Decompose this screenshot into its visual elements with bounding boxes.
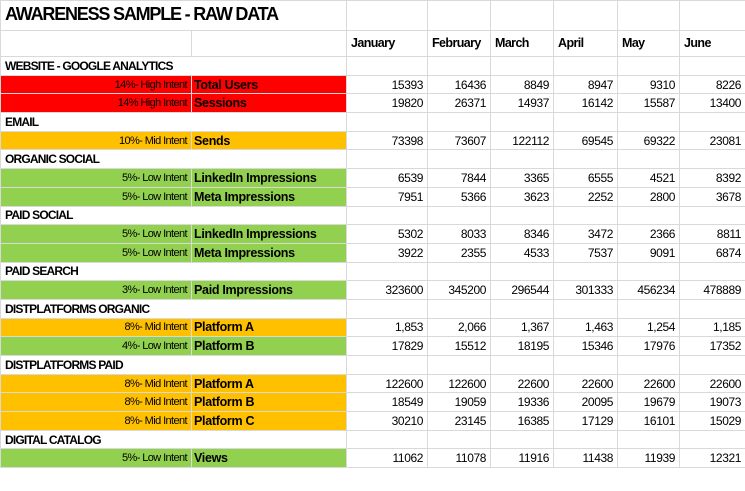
- value-cell-march[interactable]: 3623: [491, 187, 554, 206]
- cell[interactable]: [428, 150, 491, 169]
- cell[interactable]: [554, 113, 618, 132]
- intent-cell[interactable]: 8%- Mid Intent: [1, 318, 192, 337]
- section-row: [1, 262, 745, 281]
- cell[interactable]: [491, 150, 554, 169]
- cell[interactable]: [428, 113, 491, 132]
- metric-cell[interactable]: LinkedIn Impressions: [192, 225, 347, 244]
- cell[interactable]: [680, 299, 745, 318]
- value-cell-march[interactable]: 122112: [491, 131, 554, 150]
- value-cell-april[interactable]: 22600: [554, 374, 618, 393]
- month-header-january[interactable]: January: [347, 31, 428, 57]
- cell[interactable]: [347, 299, 428, 318]
- value-cell-june[interactable]: 8392: [680, 169, 745, 188]
- metric-cell[interactable]: Meta Impressions: [192, 187, 347, 206]
- cell[interactable]: [554, 262, 618, 281]
- value-cell-may[interactable]: 9310: [618, 75, 680, 94]
- cell[interactable]: [491, 430, 554, 449]
- value-cell-march[interactable]: 4533: [491, 243, 554, 262]
- data-row: [1, 337, 745, 356]
- intent-cell[interactable]: 5%- Low Intent: [1, 169, 192, 188]
- month-header-june[interactable]: June: [680, 31, 745, 57]
- data-row: [1, 243, 745, 262]
- month-header-row: [1, 31, 745, 57]
- cell[interactable]: [428, 262, 491, 281]
- cell[interactable]: [680, 206, 745, 225]
- section-row: [1, 430, 745, 449]
- value-cell-january[interactable]: 19820: [347, 94, 428, 113]
- value-cell-june[interactable]: 15029: [680, 412, 745, 431]
- value-cell-january[interactable]: 18549: [347, 393, 428, 412]
- value-cell-june[interactable]: 17352: [680, 337, 745, 356]
- cell[interactable]: [680, 262, 745, 281]
- section-label[interactable]: DISTPLATFORMS ORGANIC: [1, 299, 347, 318]
- value-cell-february[interactable]: 7844: [428, 169, 491, 188]
- cell[interactable]: [428, 430, 491, 449]
- cell[interactable]: [347, 1, 428, 31]
- value-cell-may[interactable]: 69322: [618, 131, 680, 150]
- section-label[interactable]: DIGITAL CATALOG: [1, 430, 347, 449]
- value-cell-march[interactable]: 22600: [491, 374, 554, 393]
- cell[interactable]: [491, 262, 554, 281]
- value-cell-april[interactable]: 16142: [554, 94, 618, 113]
- section-row: [1, 299, 745, 318]
- cell[interactable]: [347, 206, 428, 225]
- value-cell-march[interactable]: 14937: [491, 94, 554, 113]
- value-cell-april[interactable]: 2252: [554, 187, 618, 206]
- value-cell-january[interactable]: 11062: [347, 449, 428, 468]
- metric-cell[interactable]: Sessions: [192, 94, 347, 113]
- value-cell-may[interactable]: 4521: [618, 169, 680, 188]
- value-cell-february[interactable]: 15512: [428, 337, 491, 356]
- cell[interactable]: [347, 262, 428, 281]
- cell[interactable]: [554, 1, 618, 31]
- value-cell-march[interactable]: 8849: [491, 75, 554, 94]
- value-cell-june[interactable]: 8811: [680, 225, 745, 244]
- section-label[interactable]: PAID SOCIAL: [1, 206, 347, 225]
- section-label[interactable]: ORGANIC SOCIAL: [1, 150, 347, 169]
- cell[interactable]: [491, 206, 554, 225]
- value-cell-march[interactable]: 8346: [491, 225, 554, 244]
- value-cell-april[interactable]: 15346: [554, 337, 618, 356]
- value-cell-april[interactable]: 69545: [554, 131, 618, 150]
- section-label[interactable]: WEBSITE - GOOGLE ANALYTICS: [1, 57, 347, 76]
- data-row: [1, 412, 745, 431]
- data-row: [1, 449, 745, 468]
- intent-cell[interactable]: 14%- High Intent: [1, 75, 192, 94]
- value-cell-april[interactable]: 17129: [554, 412, 618, 431]
- intent-cell[interactable]: 8%- Mid Intent: [1, 393, 192, 412]
- value-cell-may[interactable]: 22600: [618, 374, 680, 393]
- value-cell-april[interactable]: 8947: [554, 75, 618, 94]
- intent-cell[interactable]: 5%- Low Intent: [1, 187, 192, 206]
- cell[interactable]: [680, 113, 745, 132]
- cell[interactable]: [428, 57, 491, 76]
- section-row: [1, 150, 745, 169]
- cell[interactable]: [680, 356, 745, 375]
- cell[interactable]: [428, 206, 491, 225]
- section-label[interactable]: PAID SEARCH: [1, 262, 347, 281]
- value-cell-may[interactable]: 9091: [618, 243, 680, 262]
- cell[interactable]: [347, 430, 428, 449]
- cell[interactable]: [491, 1, 554, 31]
- value-cell-april[interactable]: 11438: [554, 449, 618, 468]
- value-cell-may[interactable]: 456234: [618, 281, 680, 300]
- metric-cell[interactable]: Platform B: [192, 393, 347, 412]
- value-cell-february[interactable]: 2355: [428, 243, 491, 262]
- metric-cell[interactable]: LinkedIn Impressions: [192, 169, 347, 188]
- cell[interactable]: [491, 113, 554, 132]
- cell[interactable]: [428, 1, 491, 31]
- value-cell-february[interactable]: 19059: [428, 393, 491, 412]
- value-cell-may[interactable]: 11939: [618, 449, 680, 468]
- data-row: [1, 75, 745, 94]
- value-cell-may[interactable]: 17976: [618, 337, 680, 356]
- cell[interactable]: [618, 430, 680, 449]
- cell[interactable]: [554, 299, 618, 318]
- intent-cell[interactable]: 8%- Mid Intent: [1, 412, 192, 431]
- value-cell-june[interactable]: 19073: [680, 393, 745, 412]
- value-cell-june[interactable]: 8226: [680, 75, 745, 94]
- value-cell-april[interactable]: 1,463: [554, 318, 618, 337]
- intent-cell[interactable]: 14% High Intent: [1, 94, 192, 113]
- cell[interactable]: [680, 430, 745, 449]
- metric-cell[interactable]: Platform A: [192, 374, 347, 393]
- cell[interactable]: [347, 57, 428, 76]
- value-cell-february[interactable]: 5366: [428, 187, 491, 206]
- cell[interactable]: [618, 113, 680, 132]
- cell[interactable]: [618, 299, 680, 318]
- metric-cell[interactable]: Meta Impressions: [192, 243, 347, 262]
- intent-cell[interactable]: 5%- Low Intent: [1, 225, 192, 244]
- section-label[interactable]: DISTPLATFORMS PAID: [1, 356, 347, 375]
- metric-cell[interactable]: Paid Impressions: [192, 281, 347, 300]
- value-cell-march[interactable]: 1,367: [491, 318, 554, 337]
- intent-cell[interactable]: 8%- Mid Intent: [1, 374, 192, 393]
- metric-cell[interactable]: Sends: [192, 131, 347, 150]
- value-cell-april[interactable]: 20095: [554, 393, 618, 412]
- value-cell-january[interactable]: 6539: [347, 169, 428, 188]
- cell[interactable]: [1, 31, 192, 57]
- intent-cell[interactable]: 5%- Low Intent: [1, 449, 192, 468]
- value-cell-may[interactable]: 15587: [618, 94, 680, 113]
- value-cell-february[interactable]: 73607: [428, 131, 491, 150]
- intent-cell[interactable]: 4%- Low Intent: [1, 337, 192, 356]
- value-cell-january[interactable]: 73398: [347, 131, 428, 150]
- value-cell-may[interactable]: 2800: [618, 187, 680, 206]
- data-row: [1, 374, 745, 393]
- cell[interactable]: [680, 150, 745, 169]
- value-cell-february[interactable]: 23145: [428, 412, 491, 431]
- value-cell-april[interactable]: 7537: [554, 243, 618, 262]
- data-row: [1, 281, 745, 300]
- value-cell-february[interactable]: 2,066: [428, 318, 491, 337]
- value-cell-april[interactable]: 301333: [554, 281, 618, 300]
- value-cell-june[interactable]: 6874: [680, 243, 745, 262]
- value-cell-june[interactable]: 1,185: [680, 318, 745, 337]
- value-cell-june[interactable]: 22600: [680, 374, 745, 393]
- value-cell-february[interactable]: 8033: [428, 225, 491, 244]
- cell[interactable]: [347, 356, 428, 375]
- value-cell-january[interactable]: 5302: [347, 225, 428, 244]
- cell[interactable]: [347, 150, 428, 169]
- metric-cell[interactable]: Platform B: [192, 337, 347, 356]
- cell[interactable]: [554, 430, 618, 449]
- cell[interactable]: [491, 299, 554, 318]
- section-row: [1, 57, 745, 76]
- metric-cell[interactable]: Total Users: [192, 75, 347, 94]
- value-cell-january[interactable]: 7951: [347, 187, 428, 206]
- cell[interactable]: [618, 262, 680, 281]
- data-row: [1, 225, 745, 244]
- value-cell-january[interactable]: 17829: [347, 337, 428, 356]
- value-cell-march[interactable]: 19336: [491, 393, 554, 412]
- cell[interactable]: [428, 356, 491, 375]
- value-cell-may[interactable]: 19679: [618, 393, 680, 412]
- section-label[interactable]: EMAIL: [1, 113, 347, 132]
- value-cell-march[interactable]: 11916: [491, 449, 554, 468]
- cell[interactable]: [680, 1, 745, 31]
- value-cell-january[interactable]: 30210: [347, 412, 428, 431]
- data-row: [1, 94, 745, 113]
- value-cell-february[interactable]: 122600: [428, 374, 491, 393]
- data-row: [1, 318, 745, 337]
- month-header-april[interactable]: April: [554, 31, 618, 57]
- cell[interactable]: [618, 1, 680, 31]
- cell[interactable]: [491, 57, 554, 76]
- cell[interactable]: [347, 113, 428, 132]
- value-cell-february[interactable]: 345200: [428, 281, 491, 300]
- month-header-march[interactable]: March: [491, 31, 554, 57]
- data-row: [1, 131, 745, 150]
- value-cell-june[interactable]: 12321: [680, 449, 745, 468]
- section-row: [1, 356, 745, 375]
- cell[interactable]: [192, 31, 347, 57]
- cell[interactable]: [554, 356, 618, 375]
- value-cell-may[interactable]: 1,254: [618, 318, 680, 337]
- cell[interactable]: [618, 150, 680, 169]
- metric-cell[interactable]: Views: [192, 449, 347, 468]
- value-cell-january[interactable]: 3922: [347, 243, 428, 262]
- value-cell-march[interactable]: 3365: [491, 169, 554, 188]
- value-cell-march[interactable]: 16385: [491, 412, 554, 431]
- data-row: [1, 169, 745, 188]
- section-row: [1, 206, 745, 225]
- cell[interactable]: [618, 206, 680, 225]
- title-row: [1, 1, 745, 31]
- cell[interactable]: [680, 57, 745, 76]
- value-cell-march[interactable]: 18195: [491, 337, 554, 356]
- cell[interactable]: [554, 206, 618, 225]
- data-row: [1, 393, 745, 412]
- cell[interactable]: [554, 150, 618, 169]
- value-cell-february[interactable]: 26371: [428, 94, 491, 113]
- value-cell-april[interactable]: 6555: [554, 169, 618, 188]
- value-cell-february[interactable]: 16436: [428, 75, 491, 94]
- sheet-title[interactable]: AWARENESS SAMPLE - RAW DATA: [1, 1, 347, 31]
- value-cell-january[interactable]: 323600: [347, 281, 428, 300]
- section-row: [1, 113, 745, 132]
- cell[interactable]: [491, 356, 554, 375]
- value-cell-march[interactable]: 296544: [491, 281, 554, 300]
- cell[interactable]: [554, 57, 618, 76]
- value-cell-january[interactable]: 122600: [347, 374, 428, 393]
- value-cell-april[interactable]: 3472: [554, 225, 618, 244]
- metric-cell[interactable]: Platform A: [192, 318, 347, 337]
- value-cell-june[interactable]: 23081: [680, 131, 745, 150]
- cell[interactable]: [428, 299, 491, 318]
- intent-cell[interactable]: 10%- Mid Intent: [1, 131, 192, 150]
- value-cell-june[interactable]: 13400: [680, 94, 745, 113]
- value-cell-may[interactable]: 16101: [618, 412, 680, 431]
- intent-cell[interactable]: 5%- Low Intent: [1, 243, 192, 262]
- intent-cell[interactable]: 3%- Low Intent: [1, 281, 192, 300]
- data-row: [1, 187, 745, 206]
- metric-cell[interactable]: Platform C: [192, 412, 347, 431]
- month-header-february[interactable]: February: [428, 31, 491, 57]
- value-cell-june[interactable]: 3678: [680, 187, 745, 206]
- cell[interactable]: [618, 57, 680, 76]
- cell[interactable]: [618, 356, 680, 375]
- value-cell-june[interactable]: 478889: [680, 281, 745, 300]
- value-cell-may[interactable]: 2366: [618, 225, 680, 244]
- value-cell-january[interactable]: 1,853: [347, 318, 428, 337]
- value-cell-january[interactable]: 15393: [347, 75, 428, 94]
- value-cell-february[interactable]: 11078: [428, 449, 491, 468]
- month-header-may[interactable]: May: [618, 31, 680, 57]
